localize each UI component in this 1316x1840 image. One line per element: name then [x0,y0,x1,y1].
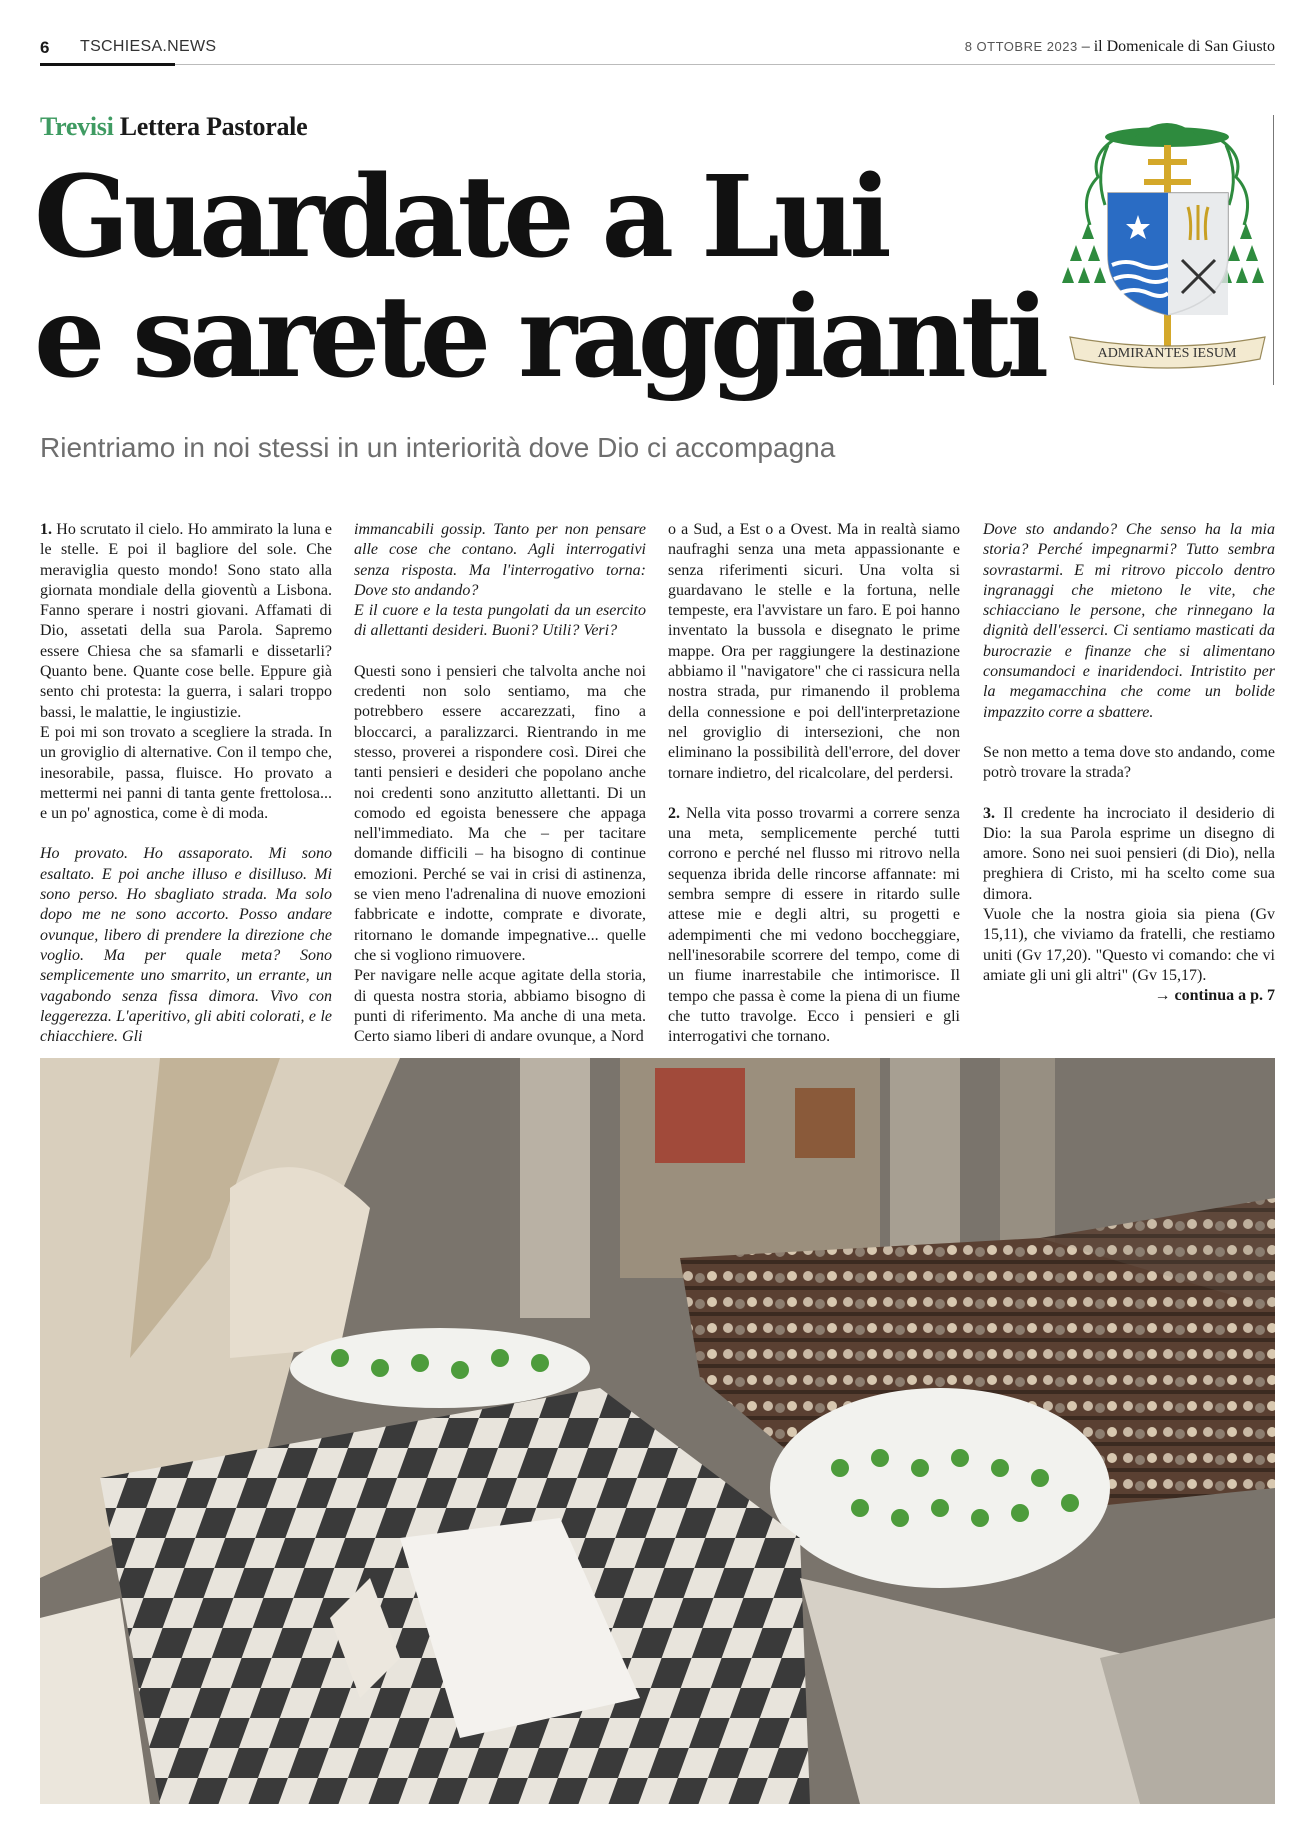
crest-motto: ADMIRANTES IESUM [1097,346,1237,361]
column-3 [668,520,960,1047]
article-body [40,520,1275,1046]
bishop-coat-of-arms [1060,115,1275,385]
paragraph: 2. Nella vita posso trovarmi a correre senza una meta, semplicemente perché tutti corrono e perché nel flusso mi ritrovo nella sequenza ibrida delle rincorse affannate: mi sembra sempre di essere in ritardo sulle attese mie e degli altri, su progetti e adempimenti che mi vedono boccheggiare, nell'inesorabile scorrere del tempo, come di un fiume inarrestabile che intimorisce. Il tempo che passa è come la piena di un fiume che tutto travolge. Ecco i pensieri e gli interrogativi che tornano. [668,804,960,1046]
paragraph: Dove sto andando? Che senso ha la mia storia? Perché impegnarmi? Tutto sembra sovrastarmi. E mi ritrovo piccolo dentro ingranaggi che mietono le vite, che schiacciano le persone, che rinnegano la dignità dell'esserci. Ci sentiamo masticati da burocrazie e finanze che si alimentano consumandoci e inaridendoci. Intristito per la megamacchina che come un bolide impazzito corre a sbattere. [983,521,1275,721]
issue-info [965,38,1275,56]
headline-line-2: e sarete raggianti [34,272,1044,403]
subheadline: Rientriamo in noi stessi in un interiorità dove Dio ci accompagna [40,432,836,463]
paragraph: Ho provato. Ho assaporato. Mi sono esaltato. E poi anche illuso e disilluso. Mi sono perso. Ho sbagliato strada. Ma solo dopo me ne sono accorto. Posso andare ovunque, libero di prendere la direzione che voglio. Ma per quale meta? Sono semplicemente uno smarrito, un errante, un vagabondo senza fissa dimora. Vivo con leggerezza. L'aperitivo, gli abiti colorati, e le chiacchiere. Gli [40,845,332,1046]
paragraph: Questi sono i pensieri che talvolta anche noi credenti non solo sentiamo, ma che potrebbero essere accarezzati, fino a bloccarci, a paralizzarci. Rientrando in me stesso, proverei a rispondere così. Direi che tanti pensieri e desideri che popolano anche noi credenti sono anzitutto allettanti. Di un comodo ed egoista benessere che appaga nell'immediato. Ma che – per tacitare domande difficili – ha bisogno di continue emozioni. Perché se vai in crisi di astinenza, se vien meno l'adrenalina di nuove emozioni fabbricate e indotte, comprate e divorate, ritornano le domande impegnative... quelle che si vogliono rimuovere. [354,662,646,964]
headline [34,152,1054,403]
paragraph: E il cuore e la testa pungolati da un esercito di allettanti desideri. Buoni? Utili? Veri? [354,602,646,640]
kicker-region: Trevisi [40,112,114,141]
headline-line-1: Guardate a Lui [34,152,886,283]
paragraph: immancabili gossip. Tanto per non pensare alle cose che contano. Agli interrogativi senza risposta. Ma l'interrogativo torna: Dove sto andando? [354,521,646,599]
header-rule-accent [40,63,175,66]
paragraph: 3. Il credente ha incrociato il desiderio di Dio: la sua Parola esprime un disegno di amore. Sono nei suoi pensieri (di Dio), nella preghiera di Cristo, mi ha scelto come sua dimora. [983,804,1275,903]
paragraph: E poi mi son trovato a scegliere la strada. In un groviglio di alternative. Con il tempo che, inesorabile, passa, fluisce. Ho provato a mettermi nei panni di tanta gente frettolosa... e un po' agnostica, come è di moda. [40,723,332,823]
header-rule [40,64,1275,65]
cathedral-mass-photo [40,1058,1275,1804]
paragraph: Per navigare nelle acque agitate della storia, di questa nostra storia, abbiamo bisogno di punti di riferimento. Ma anche di una meta. Certo siamo liberi di andare ovunque, a Nord [354,967,646,1046]
crest-divider [1273,115,1274,385]
column-2 [354,520,646,1047]
page-header [40,36,1275,66]
column-4 [983,520,1275,1007]
column-1 [40,520,332,1047]
site-name[interactable]: TSCHIESA.NEWS [80,38,217,55]
kicker-section: Lettera Pastorale [119,112,308,141]
paragraph: Vuole che la nostra gioia sia piena (Gv 15,11), che viviamo da fratelli, che restiamo uniti (Gv 17,20). "Questo vi comando: che vi amiate gli uni gli altri" (Gv 15,17). [983,906,1275,984]
paragraph: Se non metto a tema dove sto andando, come potrò trovare la strada? [983,743,1275,782]
page-number: 6 [40,38,50,57]
issue-date: 8 OTTOBRE 2023 [964,39,1078,54]
paragraph: 1. Ho scrutato il cielo. Ho ammirato la luna e le stelle. E poi il bagliore del sole. Che meraviglia questo mondo! Sono stato alla giornata mondiale della gioventù a Lisbona. Fanno sperare i nostri giovani. Affamati di Dio, assetati della sua Parola. Sapremo essere Chiesa che sa sfamarli e dissetarli? Quanto bene. Quante cose belle. Eppure già sento chi protesta: la guerra, i salari troppo bassi, le malattie, le ingiustizie. [40,521,332,721]
publication-name: il Domenicale di San Giusto [1093,38,1275,55]
continued-link[interactable]: → continua a p. 7 [1154,987,1275,1005]
paragraph: o a Sud, a Est o a Ovest. Ma in realtà siamo naufraghi senza una meta appassionante e senza riferimenti sicuri. Una volta si guardavano le stelle e la fortuna, nelle tempeste, era l'avvistare un faro. E poi hanno inventato la bussola e disegnato le prime mappe. Ora per raggiungere la destinazione abbiamo il "navigatore" che ci rassicura nella nostra strada, pur rimanendo il problema della connessione e poi dell'interpretazione nel groviglio di intersezioni, che non eliminano la possibilità dell'errore, del dover tornare indietro, del ricalcolare, del perdersi. [668,521,960,782]
section-kicker [40,112,307,142]
issue-separator: – [1077,38,1094,55]
